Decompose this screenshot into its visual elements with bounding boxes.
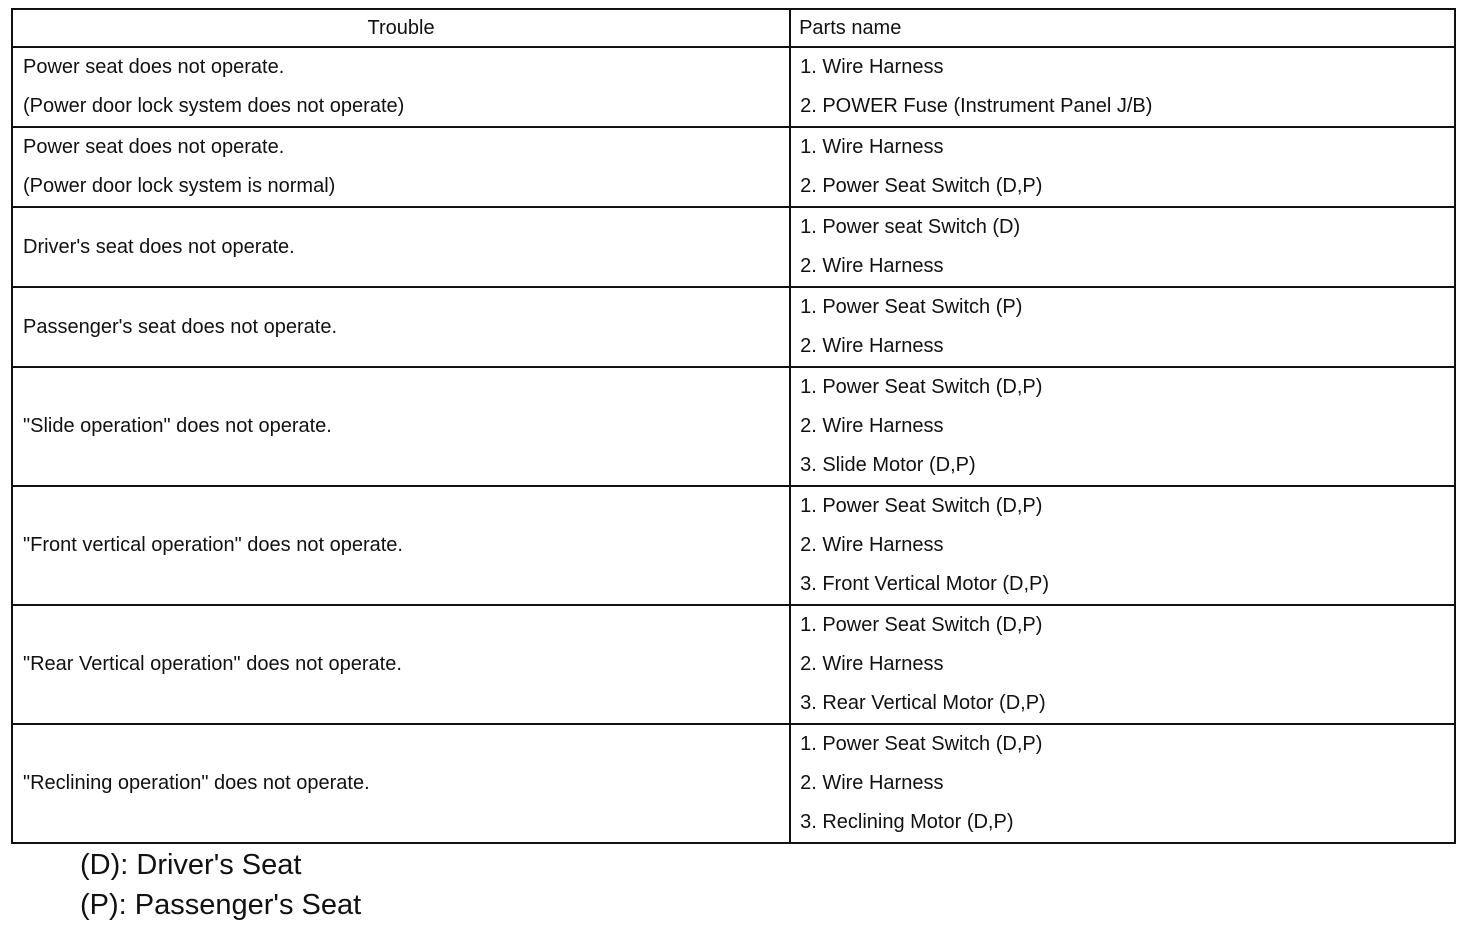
- part-item: 2. Power Seat Switch (D,P): [800, 175, 1043, 197]
- trouble-text: "Rear Vertical operation" does not operate.: [23, 653, 402, 675]
- part-item: 1. Power seat Switch (D): [800, 216, 1021, 238]
- table-header-row: [12, 9, 1455, 47]
- trouble-cell: [12, 367, 790, 486]
- header-trouble: Trouble: [12, 9, 790, 47]
- trouble-cell: [12, 207, 790, 287]
- part-item: 2. Wire Harness: [800, 534, 944, 556]
- parts-cell: [790, 724, 1455, 843]
- table-row: [12, 367, 1455, 486]
- trouble-cell: [12, 287, 790, 367]
- troubleshooting-table: [11, 8, 1456, 844]
- trouble-cell: [12, 47, 790, 127]
- trouble-text: "Reclining operation" does not operate.: [23, 772, 370, 794]
- trouble-text: (Power door lock system is normal): [23, 175, 336, 197]
- table-row: [12, 207, 1455, 287]
- parts-cell: [790, 486, 1455, 605]
- legend-item: (D): Driver's Seat: [80, 849, 302, 881]
- trouble-text: "Front vertical operation" does not operate.: [23, 534, 403, 556]
- header-parts-name: Parts name: [790, 9, 1455, 47]
- parts-cell: [790, 127, 1455, 207]
- part-item: 3. Rear Vertical Motor (D,P): [800, 692, 1046, 714]
- part-item: 2. Wire Harness: [800, 255, 944, 277]
- trouble-text: (Power door lock system does not operate): [23, 95, 405, 117]
- trouble-text: Power seat does not operate.: [23, 136, 285, 158]
- parts-cell: [790, 287, 1455, 367]
- table-row: [12, 127, 1455, 207]
- trouble-cell: [12, 605, 790, 724]
- part-item: 1. Power Seat Switch (D,P): [800, 376, 1043, 398]
- trouble-text: Driver's seat does not operate.: [23, 235, 295, 258]
- trouble-cell: [12, 127, 790, 207]
- parts-cell: [790, 367, 1455, 486]
- table-row: [12, 287, 1455, 367]
- trouble-text: "Slide operation" does not operate.: [23, 415, 332, 437]
- parts-cell: [790, 47, 1455, 127]
- legend: [80, 845, 361, 925]
- part-item: 1. Power Seat Switch (P): [800, 296, 1023, 318]
- trouble-text: Passenger's seat does not operate.: [23, 315, 338, 338]
- part-item: 1. Power Seat Switch (D,P): [800, 733, 1043, 755]
- part-item: 1. Wire Harness: [800, 136, 944, 158]
- part-item: 2. POWER Fuse (Instrument Panel J/B): [800, 95, 1153, 117]
- trouble-cell: [12, 724, 790, 843]
- table-row: [12, 486, 1455, 605]
- part-item: 2. Wire Harness: [800, 335, 944, 357]
- legend-item: (P): Passenger's Seat: [80, 889, 362, 921]
- part-item: 1. Wire Harness: [800, 56, 944, 78]
- part-item: 2. Wire Harness: [800, 415, 944, 437]
- part-item: 2. Wire Harness: [800, 772, 944, 794]
- parts-cell: [790, 605, 1455, 724]
- part-item: 3. Front Vertical Motor (D,P): [800, 573, 1050, 595]
- table-row: [12, 605, 1455, 724]
- part-item: 1. Power Seat Switch (D,P): [800, 495, 1043, 517]
- part-item: 3. Reclining Motor (D,P): [800, 811, 1014, 833]
- parts-cell: [790, 207, 1455, 287]
- part-item: 2. Wire Harness: [800, 653, 944, 675]
- part-item: 3. Slide Motor (D,P): [800, 454, 976, 476]
- trouble-text: Power seat does not operate.: [23, 56, 285, 78]
- trouble-cell: [12, 486, 790, 605]
- table-row: [12, 47, 1455, 127]
- table-row: [12, 724, 1455, 843]
- part-item: 1. Power Seat Switch (D,P): [800, 614, 1043, 636]
- table-body: [12, 47, 1455, 843]
